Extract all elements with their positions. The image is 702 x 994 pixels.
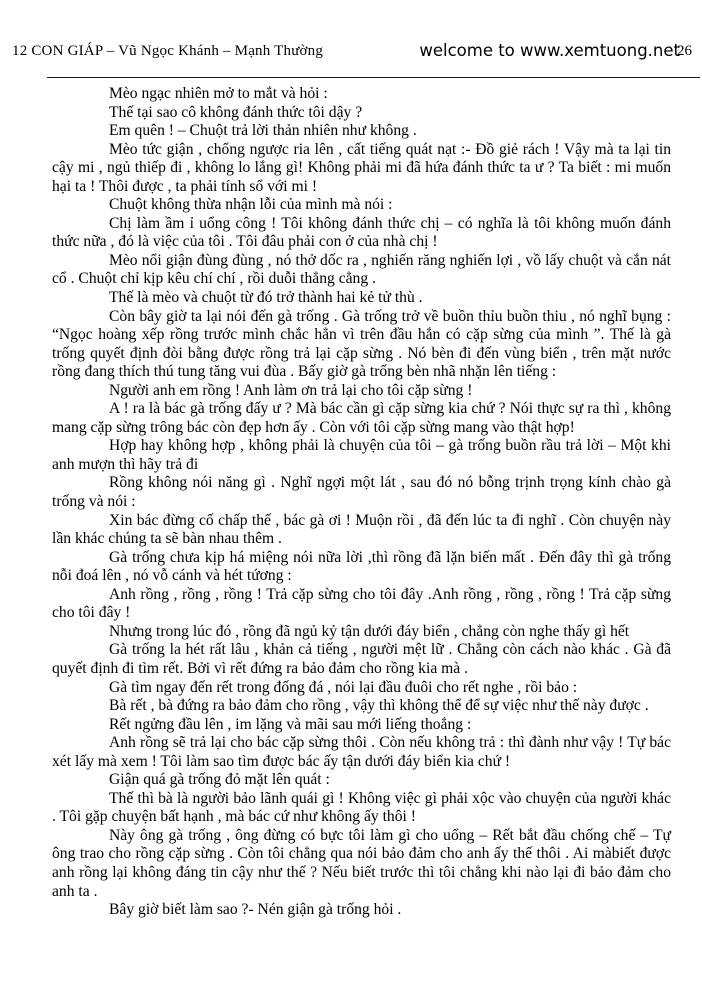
- paragraph: Bà rết , bà đứng ra bảo đảm cho rồng , vậy thì không thể để sự việc như thế này được .: [109, 697, 649, 715]
- paragraph: Rết ngửng đầu lên , im lặng và mãi sau mới liếng thoắng :: [109, 715, 472, 733]
- paragraph: Giận quá gà trống đỏ mặt lên quát :: [109, 771, 330, 789]
- paragraph: Mèo ngạc nhiên mở to mắt và hỏi :: [109, 85, 328, 102]
- paragraph: Anh rồng sẽ trả lại cho bác cặp sừng thôi . Còn nếu không trả : thì đành như vậy ! Tự bác xét lấy mà xem ! Tôi làm sao tìm được bác ấy tận dưới đáy biển kia chứ !: [52, 734, 671, 770]
- paragraph: Chuột không thừa nhận lỗi của mình mà nói :: [109, 196, 393, 214]
- paragraph: Thế thì bà là người bảo lãnh quái gì ! Không việc gì phải xộc vào chuyện của người khác . Tôi gặp chuyện bất hạnh , mà bác cứ như không ấy thôi !: [52, 789, 671, 826]
- paragraph: Rồng không nói năng gì . Nghĩ ngợi một lát , sau đó nó bỗng trịnh trọng kính chào gà trống và nói :: [52, 474, 671, 511]
- paragraph: Xin bác đừng cố chấp thế , bác gà ơi ! Muộn rồi , đã đến lúc ta đi nghĩ . Còn chuyện này lần khác chúng ta sẽ bàn nhau thêm .: [52, 511, 671, 548]
- paragraph: Gà trống la hét rất lâu , khản cả tiếng , người mệt lữ . Chẳng còn cách nào khác . Gà đã quyết định đi tìm rết. Bởi vì rết đứng ra bảo đảm cho rồng kia mà .: [52, 641, 671, 677]
- header-divider-line: [47, 77, 700, 78]
- paragraph: Thế là mèo và chuột từ đó trở thành hai kẻ tử thù .: [109, 289, 423, 307]
- paragraph: Nhưng trong lúc đó , rồng đã ngủ kỷ tận dưới đáy biển , chẳng còn nghe thấy gì hết: [109, 622, 630, 640]
- paragraph: Hợp hay không hợp , không phải là chuyện của tôi – gà trống buồn rầu trả lời – Một khi anh mượn thì hãy trả đi: [52, 437, 671, 473]
- paragraph: Thế tại sao cô không đánh thức tôi dậy ?: [109, 103, 363, 121]
- page-header: [12, 41, 692, 63]
- paragraph: Bây giờ biết làm sao ?- Nén giận gà trống hỏi .: [109, 901, 402, 919]
- page-number: 26: [677, 43, 692, 59]
- paragraph: Người anh em rồng ! Anh làm ơn trả lại cho tôi cặp sừng !: [109, 381, 473, 399]
- paragraph: Anh rồng , rồng , rồng ! Trả cặp sừng cho tôi đây .Anh rồng , rồng , rồng ! Trả cặp sừng cho tôi đây !: [52, 585, 671, 622]
- paragraph: Này ông gà trống , ông đừng có bực tôi làm gì cho uổng – Rết bắt đầu chống chế – Tự ông trao cho rồng cặp sừng . Còn tôi chẳng qua nói bảo đảm cho anh ấy thế thôi . Ai màbiết được anh rồng lại không đáng tin cậy như thế ? Nếu biết trước thì tôi chẳng khi nào lại đi bảo đảm cho anh ta .: [52, 826, 671, 900]
- paragraph: Mèo nổi giận đùng đùng , nó thở dốc ra , nghiến răng nghiến lợi , vồ lấy chuột và cắn nát cổ . Chuột chỉ kịp kêu chí chí , rồi duỗi thẳng cẳng .: [52, 251, 671, 288]
- paragraph: Gà tìm ngay đến rết trong đống đá , nói lại đầu đuôi cho rết nghe , rồi bảo :: [109, 678, 578, 696]
- website-watermark: welcome to www.xemtuong.net: [419, 41, 680, 60]
- paragraph: Còn bây giờ ta lại nói đến gà trống . Gà trống trở về buồn thỉu buồn thiu , nó nghĩ bụng : “Ngọc hoàng xếp rồng trước mình chắc hẳn vì trên đầu hắn có cặp sừng của mình ”. Thế là gà trống quyết định đòi bằng được rồng trả lại cặp sừng . Nó bèn đi đến vùng biển , trên mặt nước rồng đang thích thú tung tăng vui đùa . Bấy giờ gà trống bèn nhã nhặn lên tiếng :: [52, 307, 671, 381]
- paragraph: Chị làm ầm ỉ uổng công ! Tôi không đánh thức chị – có nghĩa là tôi không muốn đánh thức nữa , đó là việc của tôi . Tôi đâu phải con ở của nhà chị !: [52, 214, 671, 251]
- paragraph: A ! ra là bác gà trống đấy ư ? Mà bác cần gì cặp sừng kia chứ ? Nói thực sự ra thì , không mang cặp sừng trông bác còn đẹp hơn ấy . Còn với tôi cặp sừng mang vào thật hợp!: [52, 400, 671, 436]
- story-text: [52, 85, 671, 920]
- paragraph: Em quên ! – Chuột trả lời thản nhiên như không .: [109, 122, 417, 140]
- book-title-author: 12 CON GIÁP – Vũ Ngọc Khánh – Mạnh Thường: [12, 43, 324, 59]
- paragraph: Mèo tức giận , chổng ngược ria lên , cất tiếng quát nạt :- Đồ giẻ rách ! Vậy mà ta lại tin cậy mi , ngủ thiếp đi , không lo lắng gì! Không phải mi đã hứa đánh thức ta ư ? Ta biết : mi muốn hại ta ! Thôi được , ta phải tính sổ với mi !: [52, 140, 671, 195]
- paragraph: Gà trống chưa kịp há miệng nói nữa lời ,thì rồng đã lặn biến mất . Đến đây thì gà trống nỗi đoá lên , nó vỗ cánh và hét tứơng :: [52, 548, 671, 585]
